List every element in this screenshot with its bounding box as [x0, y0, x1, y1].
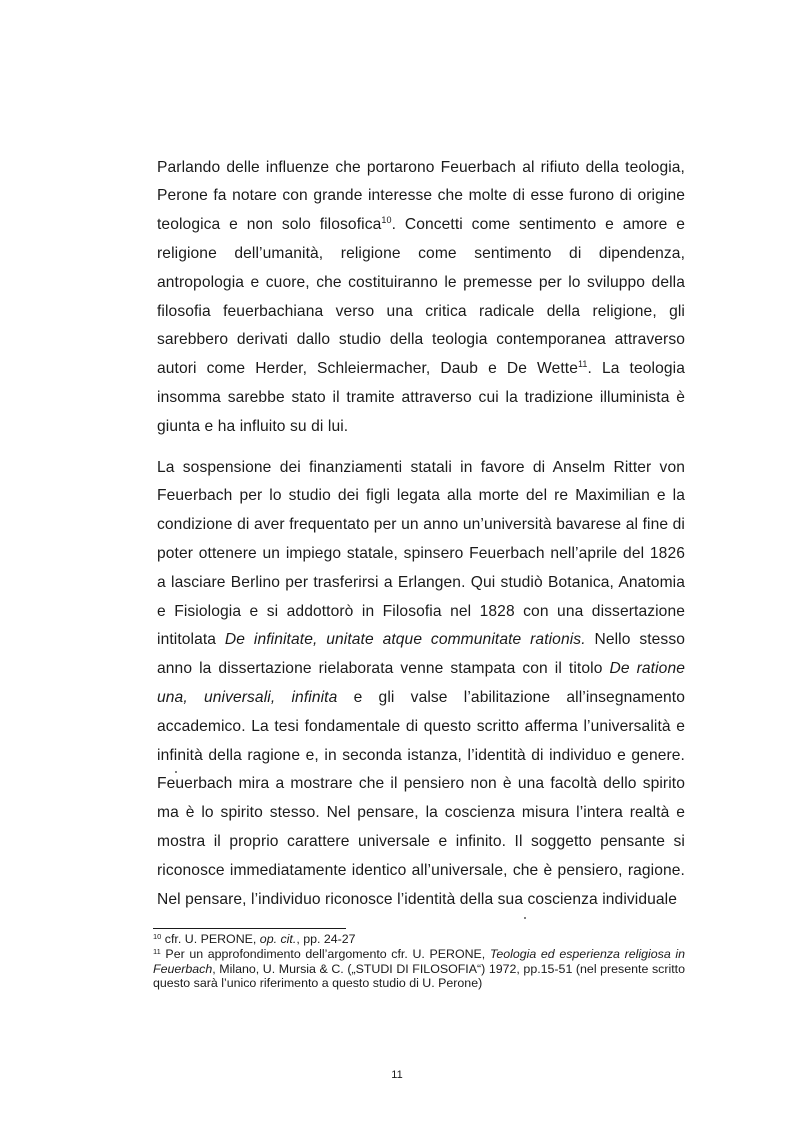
footnote-reference[interactable]: 10: [381, 215, 392, 226]
footnote-italic: op. cit.: [259, 932, 297, 946]
work-title: De ratione una, universali, infinita: [157, 660, 685, 706]
paragraph-text: La sospensione dei finanziamenti statali in favore di Anselm Ritter von Feuerbach per lo studio dei figli legata alla morte del re Maximilian e la condizione di aver frequentato per un anno un’università bavarese al fine di poter ottenere un impiego statale, spinsero Feuerbach nell’aprile del 1826 a lasciare Berlino per trasferirsi a Erlangen. Qui studiò Botanica, Anatomia e Fisiologia e si addottorò in Filosofia nel 1828 con una dissertazione intitolata: [157, 458, 685, 649]
footnote-text: cfr. U. PERONE,: [161, 932, 260, 946]
body-paragraph: [157, 454, 685, 915]
scan-speck: [524, 917, 526, 919]
paragraph-text: . Concetti come sentimento e amore e religione dell’umanità, religione come sentimento di dipendenza, antropologia e cuore, che costituiranno le premesse per lo sviluppo della filosofia feuerbachiana verso una critica radicale della religione, gli sarebbero derivati dallo studio della teologia contemporanea attraverso autori come Herder, Schleiermacher, Daub e De Wette: [157, 216, 685, 378]
paragraph-text: e gli valse l’abilitazione all’insegnamento accademico. La tesi fondamentale di questo scritto afferma l’universalità e infinità della ragione e, in seconda istanza, l’identità di individuo e genere. Feuerbach mira a mostrare che il pensiero non è una facoltà dello spirito ma è lo spirito stesso. Nel pensare, la coscienza misura l’intera realtà e mostra il proprio carattere universale e infinito. Il soggetto pensante si riconosce immediatamente identico all’universale, che è pensiero, ragione. Nel pensare, l’individuo riconosce l’identità della sua coscienza individuale: [157, 688, 685, 908]
scan-speck: [175, 771, 177, 773]
footnote-text: , pp. 24-27: [296, 932, 356, 946]
footnote-separator: [153, 928, 346, 929]
paragraph-text: Nello stesso anno la dissertazione rielaborata venne stampata con il titolo: [157, 631, 685, 678]
footnote-reference[interactable]: 11: [577, 359, 588, 370]
footnote-number: 10: [153, 932, 162, 941]
page-number: 11: [391, 1069, 403, 1081]
footnote: [153, 947, 685, 991]
work-title: De infinitate, unitate atque communitate rationis.: [224, 631, 586, 649]
footnote-text: Per un approfondimento dell’argomento cfr. U. PERONE,: [160, 946, 490, 961]
footnotes: [153, 932, 685, 991]
body-paragraph: [157, 154, 685, 442]
paragraph-text: Parlando delle influenze che portarono Feuerbach al rifiuto della teologia, Perone fa notare con grande interesse che molte di esse furono di origine teologica e non solo filosofica: [157, 158, 685, 234]
paragraph-text: . La teologia insomma sarebbe stato il tramite attraverso cui la tradizione illuminista è giunta e ha influito su di lui.: [157, 360, 685, 435]
footnote-italic: Teologia ed esperienza religiosa in Feuerbach: [153, 946, 685, 976]
footnote-number: 11: [153, 946, 161, 956]
footnote-text: , Milano, U. Mursia & C. („STUDI DI FILOSOFIA“) 1972, pp.15-51 (nel presente scritto questo sarà l’unico riferimento a questo studio di U. Perone): [153, 961, 685, 991]
footnote: [153, 932, 685, 947]
